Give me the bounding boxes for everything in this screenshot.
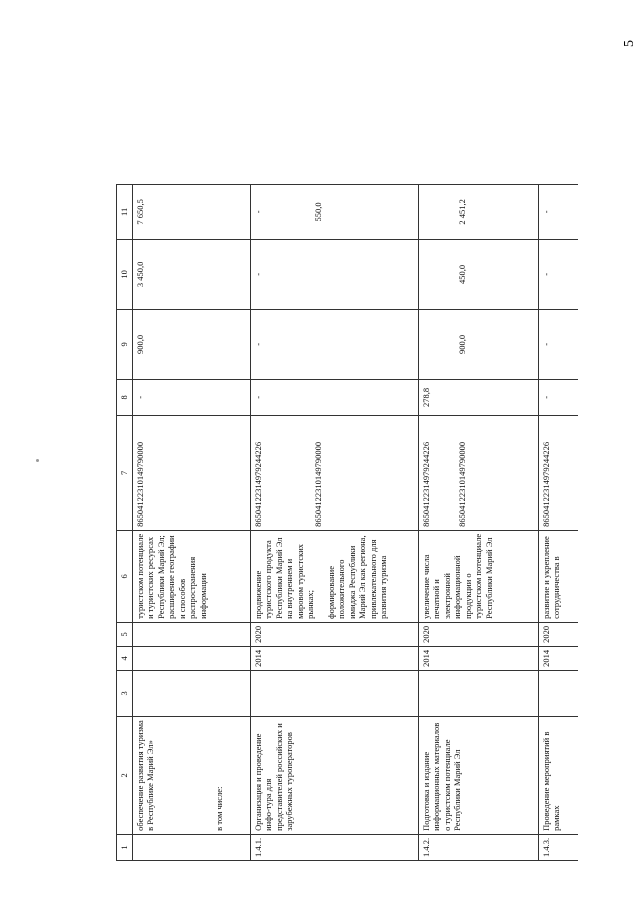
value-col11: [250, 184, 418, 239]
cell-executor: [132, 670, 250, 716]
cell-start-year: [132, 646, 250, 670]
value-col11-line: 2 451,2: [456, 199, 467, 225]
value-col10: [418, 239, 538, 309]
cell-executor: [538, 670, 578, 716]
value-col10: -: [538, 239, 578, 309]
expected-result: туристском потенциале и туристских ресурсах Республики Марий Эл; расширение географии и способов распространения информации: [132, 530, 250, 622]
value-col9-line: 900,0: [456, 334, 467, 354]
value-col9: [418, 309, 538, 379]
row-number: [132, 834, 250, 860]
value-col11: -: [538, 184, 578, 239]
table-row: [418, 184, 538, 860]
budget-code: [418, 415, 538, 530]
column-header: 4: [117, 646, 133, 670]
budget-code-line: 86504122310149790000: [457, 441, 467, 527]
column-header: 5: [117, 622, 133, 646]
activity-name: Организация и проведение инфо-тура для представителей российских и зарубежных туроператоров: [250, 716, 418, 834]
value-col11: 7 650,5: [132, 184, 250, 239]
cell-end-year: 2020: [250, 622, 418, 646]
value-col9: -: [250, 309, 418, 379]
value-col10-line: 450,0: [456, 264, 467, 284]
value-col10: 3 450,0: [132, 239, 250, 309]
page-number: 5: [622, 40, 637, 47]
expected-result: увеличение числа печатной и электронной информационной продукции о туристском потенциале Республики Марий Эл: [418, 530, 538, 622]
column-header: 7: [117, 415, 133, 530]
budget-code: 86504122314979244226: [538, 415, 578, 530]
cell-start-year: 2014: [418, 646, 538, 670]
value-col8: -: [132, 379, 250, 415]
cell-executor: [418, 670, 538, 716]
activity-name: [132, 716, 250, 834]
budget-code-line: 86504122314979244226: [420, 441, 431, 527]
column-header: 2: [117, 716, 133, 834]
activity-text: обеспечение развития туризма в Республике Марий Эл»: [134, 720, 155, 831]
value-col11: [418, 184, 538, 239]
value-col8: -: [538, 379, 578, 415]
column-header: 9: [117, 309, 133, 379]
value-col10: -: [250, 239, 418, 309]
column-header: 10: [117, 239, 133, 309]
column-header: 11: [117, 184, 133, 239]
expected-result-part: продвижение туристского продукта Республики Марий Эл на внутреннем и мировом туристских рынках;: [252, 537, 315, 619]
value-col11-line: 550,0: [313, 202, 323, 222]
in-that-number-label: в том числе:: [213, 786, 224, 831]
value-col11-line: -: [252, 210, 263, 214]
row-number: 1.4.2.: [418, 834, 538, 860]
column-header: 1: [117, 834, 133, 860]
scan-speck: [36, 459, 39, 462]
column-header: 3: [117, 670, 133, 716]
column-header: 8: [117, 379, 133, 415]
budget-code: [250, 415, 418, 530]
budget-code: 86504122310149790000: [132, 415, 250, 530]
row-number: 1.4.1.: [250, 834, 418, 860]
activity-name: Подготовка и издание информационных материалов о туристском потенциале Республики Марий Эл: [418, 716, 538, 834]
budget-code-line: 86504122314979244226: [252, 441, 263, 527]
expected-result-part: формирование положительного имиджа Республики Марий Эл как региона, привлекательного для развития туризма: [325, 535, 388, 619]
cell-end-year: 2020: [538, 622, 578, 646]
cell-executor: [250, 670, 418, 716]
cell-start-year: 2014: [250, 646, 418, 670]
table-header: [117, 184, 133, 860]
table-row: [538, 184, 578, 860]
activity-name: Проведение мероприятий в рамках: [538, 716, 578, 834]
cell-start-year: 2014: [538, 646, 578, 670]
cell-end-year: 2020: [418, 622, 538, 646]
cell-end-year: [132, 622, 250, 646]
table-row: [250, 184, 418, 860]
expected-result: [250, 530, 418, 622]
program-table: [116, 184, 578, 861]
value-col9: -: [538, 309, 578, 379]
column-header: 6: [117, 530, 133, 622]
expected-result: развитие и укрепление сотрудничества в: [538, 530, 578, 622]
value-col9: 900,0: [132, 309, 250, 379]
table-row: [132, 184, 250, 860]
row-number: 1.4.3.: [538, 834, 578, 860]
value-col8: -: [250, 379, 418, 415]
budget-code-line: 86504122310149790000: [313, 441, 323, 527]
value-col8: 278,8: [418, 379, 538, 415]
